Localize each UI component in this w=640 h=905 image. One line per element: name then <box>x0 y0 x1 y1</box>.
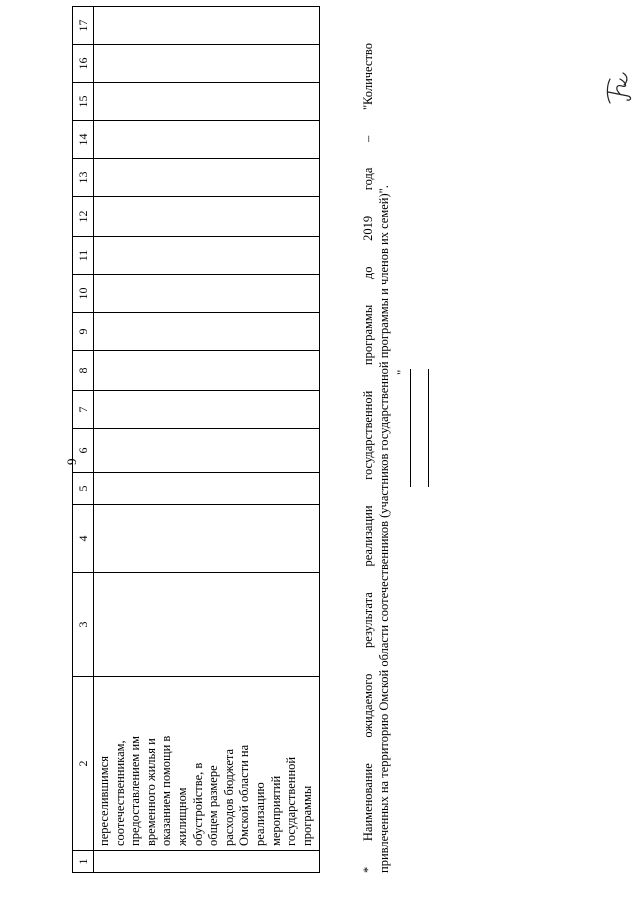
header-cell: 15 <box>73 83 94 121</box>
description-line: оказанием помощи в <box>159 735 174 846</box>
description-line: мероприятий <box>268 775 283 846</box>
header-cell: 17 <box>73 7 94 45</box>
table-cell <box>94 83 320 121</box>
header-cell: 4 <box>73 505 94 573</box>
description-line: программы <box>299 785 314 846</box>
table-cell <box>94 275 320 313</box>
description-line: жилищном <box>174 787 189 846</box>
description-line: реализацию <box>252 782 267 846</box>
table-row <box>94 7 320 873</box>
end-rule-1 <box>410 369 411 487</box>
description-line: общем размере <box>206 765 221 846</box>
description-line: Омской области на <box>237 744 252 846</box>
header-cell: 14 <box>73 121 94 159</box>
header-cell: 3 <box>73 573 94 677</box>
header-cell: 16 <box>73 45 94 83</box>
table-cell <box>94 121 320 159</box>
table-cell <box>94 237 320 275</box>
description-line: расходов бюджета <box>221 748 236 846</box>
description-line: переселившимся <box>97 756 111 846</box>
description-line: временного жилья и <box>143 738 158 846</box>
description-line: государственной <box>284 756 299 846</box>
table-cell <box>94 45 320 83</box>
header-cell: 6 <box>73 429 94 473</box>
description-line: обустройстве, в <box>190 762 205 846</box>
table-cell <box>94 473 320 505</box>
header-row <box>73 7 94 873</box>
header-cell: 8 <box>73 351 94 391</box>
description-line: предоставлением им <box>128 735 143 846</box>
footnote-line-2: привлеченных на территорию Омской области соотечественников (участников государственной программы и членов их семей)". <box>377 185 391 873</box>
program-table <box>72 6 320 873</box>
page-number: 9 <box>64 458 79 465</box>
header-cell: 9 <box>73 313 94 351</box>
description-line: соотечественникам, <box>112 740 127 846</box>
header-cell: 2 <box>73 677 94 851</box>
header-cell: 13 <box>73 159 94 197</box>
table-cell <box>94 505 320 573</box>
closing-quote: " <box>394 369 409 375</box>
table-cell <box>94 391 320 429</box>
table-cell <box>94 429 320 473</box>
table-cell <box>94 573 320 677</box>
header-cell: 10 <box>73 275 94 313</box>
footnote-line-1: * Наименование ожидаемого результата реализации государственной программы до 2019 года – "Количество <box>361 43 375 873</box>
table-cell <box>94 851 320 873</box>
handwritten-signature-icon <box>604 69 634 109</box>
table-cell <box>94 351 320 391</box>
header-cell: 1 <box>73 851 94 873</box>
header-cell: 7 <box>73 391 94 429</box>
table-cell <box>94 159 320 197</box>
end-rule-2 <box>428 369 429 487</box>
table-cell-description <box>94 677 320 851</box>
table-cell <box>94 7 320 45</box>
footnote <box>360 43 392 873</box>
table-cell <box>94 197 320 237</box>
header-cell: 11 <box>73 237 94 275</box>
table-cell <box>94 313 320 351</box>
header-cell: 12 <box>73 197 94 237</box>
header-cell: 5 <box>73 473 94 505</box>
